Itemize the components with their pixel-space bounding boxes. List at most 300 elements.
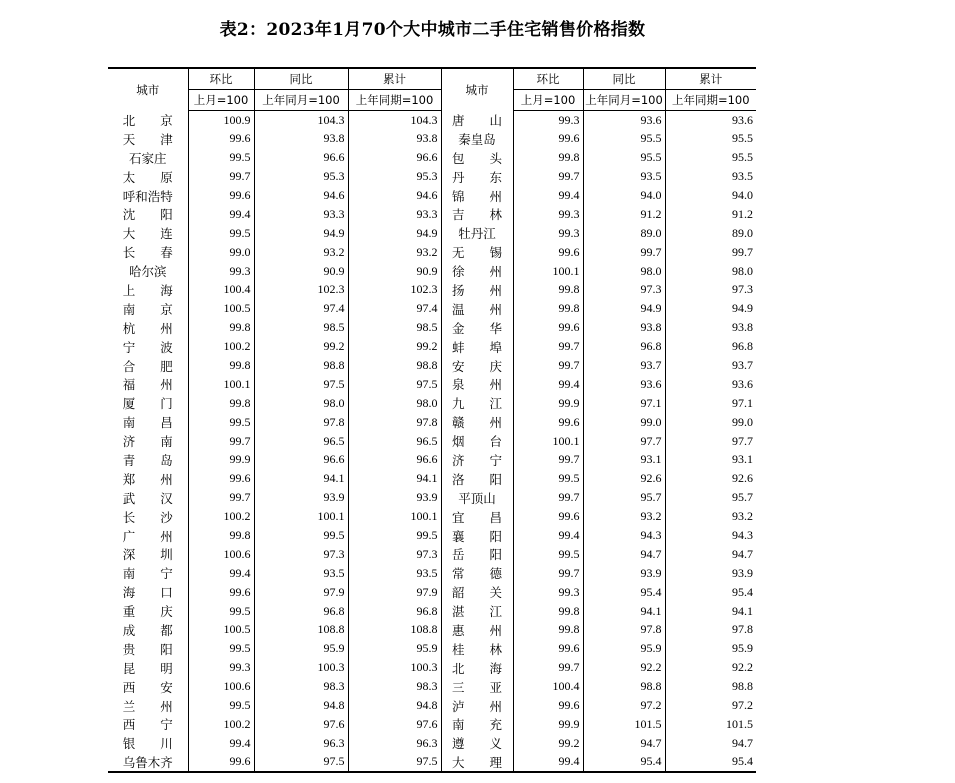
cum-value-right: 92.2 bbox=[732, 660, 753, 675]
city-name-left: 杭 州 bbox=[108, 318, 188, 337]
city-name-right: 金 华 bbox=[441, 318, 513, 337]
cum-value-left: 99.5 bbox=[348, 526, 441, 545]
table-row bbox=[108, 394, 756, 413]
city-name-left: 太 原 bbox=[108, 167, 188, 186]
city-name-left: 福 州 bbox=[108, 375, 188, 394]
city-name-right: 北 海 bbox=[441, 658, 513, 677]
mom-value-left: 99.7 bbox=[188, 167, 254, 186]
table-row bbox=[108, 432, 756, 451]
cum-value-right: 93.9 bbox=[732, 565, 753, 580]
cum-value-left: 93.2 bbox=[348, 243, 441, 262]
header-cum-right: 累计 bbox=[665, 68, 756, 90]
yoy-value-right: 99.7 bbox=[583, 243, 665, 262]
city-name-right: 岳 阳 bbox=[441, 545, 513, 564]
cum-value-left: 94.6 bbox=[348, 186, 441, 205]
table-row bbox=[108, 413, 756, 432]
table-body bbox=[108, 111, 756, 772]
city-name-right: 吉 林 bbox=[441, 205, 513, 224]
yoy-value-right: 92.2 bbox=[583, 658, 665, 677]
mom-value-right: 99.7 bbox=[513, 167, 583, 186]
cum-value-left: 93.5 bbox=[348, 564, 441, 583]
mom-value-right: 99.6 bbox=[513, 639, 583, 658]
table-row bbox=[108, 129, 756, 148]
mom-value-right: 99.7 bbox=[513, 658, 583, 677]
header-city-right: 城市 bbox=[441, 68, 513, 111]
city-name-right: 洛 阳 bbox=[441, 469, 513, 488]
table-row bbox=[108, 375, 756, 394]
mom-value-left: 99.6 bbox=[188, 129, 254, 148]
cum-value-left: 96.3 bbox=[348, 734, 441, 753]
city-name-right: 济 宁 bbox=[441, 451, 513, 470]
cum-value-left: 94.1 bbox=[348, 469, 441, 488]
mom-value-left: 100.2 bbox=[188, 507, 254, 526]
cum-value-right: 93.8 bbox=[732, 320, 753, 335]
mom-value-left: 100.6 bbox=[188, 677, 254, 696]
cum-value-left: 93.9 bbox=[348, 488, 441, 507]
mom-value-left: 99.8 bbox=[188, 526, 254, 545]
city-name-left: 长 春 bbox=[108, 243, 188, 262]
cum-value-right: 97.8 bbox=[732, 622, 753, 637]
yoy-value-right: 93.9 bbox=[583, 564, 665, 583]
table-row bbox=[108, 243, 756, 262]
cum-value-right: 93.2 bbox=[732, 509, 753, 524]
yoy-value-right: 97.2 bbox=[583, 696, 665, 715]
mom-value-left: 99.5 bbox=[188, 602, 254, 621]
mom-value-left: 99.5 bbox=[188, 148, 254, 167]
yoy-value-right: 94.9 bbox=[583, 299, 665, 318]
header-yoy-left: 同比 bbox=[254, 68, 348, 90]
cum-value-left: 97.5 bbox=[348, 753, 441, 772]
yoy-value-right: 93.7 bbox=[583, 356, 665, 375]
mom-value-right: 99.6 bbox=[513, 507, 583, 526]
city-name-right: 平顶山 bbox=[441, 488, 513, 507]
cum-value-right: 94.7 bbox=[732, 735, 753, 750]
table-row bbox=[108, 583, 756, 602]
yoy-value-left: 94.1 bbox=[254, 469, 348, 488]
table-row bbox=[108, 696, 756, 715]
cum-value-right: 91.2 bbox=[732, 206, 753, 221]
cum-value-right: 97.1 bbox=[732, 395, 753, 410]
cum-value-right: 89.0 bbox=[732, 225, 753, 240]
header-yoy-base-left: 上年同月=100 bbox=[254, 90, 348, 111]
cum-value-left: 108.8 bbox=[348, 621, 441, 640]
yoy-value-right: 91.2 bbox=[583, 205, 665, 224]
city-name-left: 大 连 bbox=[108, 224, 188, 243]
mom-value-left: 99.7 bbox=[188, 488, 254, 507]
yoy-value-right: 95.4 bbox=[583, 583, 665, 602]
yoy-value-right: 95.9 bbox=[583, 639, 665, 658]
yoy-value-right: 94.0 bbox=[583, 186, 665, 205]
city-name-right: 惠 州 bbox=[441, 621, 513, 640]
mom-value-left: 99.5 bbox=[188, 413, 254, 432]
yoy-value-left: 96.6 bbox=[254, 451, 348, 470]
mom-value-left: 99.4 bbox=[188, 205, 254, 224]
city-name-left: 海 口 bbox=[108, 583, 188, 602]
mom-value-left: 100.2 bbox=[188, 337, 254, 356]
yoy-value-left: 95.3 bbox=[254, 167, 348, 186]
city-name-right: 锦 州 bbox=[441, 186, 513, 205]
yoy-value-left: 99.5 bbox=[254, 526, 348, 545]
cum-value-right: 93.6 bbox=[732, 376, 753, 391]
city-name-right: 丹 东 bbox=[441, 167, 513, 186]
city-name-left: 郑 州 bbox=[108, 469, 188, 488]
header-mom-base-left: 上月=100 bbox=[188, 90, 254, 111]
yoy-value-left: 97.9 bbox=[254, 583, 348, 602]
cum-value-left: 97.5 bbox=[348, 375, 441, 394]
mom-value-left: 100.2 bbox=[188, 715, 254, 734]
table-row bbox=[108, 356, 756, 375]
mom-value-left: 99.4 bbox=[188, 734, 254, 753]
mom-value-left: 100.5 bbox=[188, 621, 254, 640]
cum-value-right: 98.8 bbox=[732, 679, 753, 694]
mom-value-right: 99.3 bbox=[513, 205, 583, 224]
mom-value-left: 99.8 bbox=[188, 318, 254, 337]
table-row bbox=[108, 715, 756, 734]
cum-value-right: 94.1 bbox=[732, 603, 753, 618]
yoy-value-right: 101.5 bbox=[583, 715, 665, 734]
mom-value-right: 99.8 bbox=[513, 148, 583, 167]
city-name-left: 厦 门 bbox=[108, 394, 188, 413]
city-name-right: 牡丹江 bbox=[441, 224, 513, 243]
city-name-right: 泉 州 bbox=[441, 375, 513, 394]
cum-value-right: 94.9 bbox=[732, 301, 753, 316]
yoy-value-left: 96.8 bbox=[254, 602, 348, 621]
city-name-left: 广 州 bbox=[108, 526, 188, 545]
city-name-left: 天 津 bbox=[108, 129, 188, 148]
city-name-left: 北 京 bbox=[108, 111, 188, 130]
mom-value-right: 99.6 bbox=[513, 243, 583, 262]
cum-value-left: 96.5 bbox=[348, 432, 441, 451]
yoy-value-left: 97.3 bbox=[254, 545, 348, 564]
yoy-value-right: 97.1 bbox=[583, 394, 665, 413]
yoy-value-left: 100.1 bbox=[254, 507, 348, 526]
city-name-left: 长 沙 bbox=[108, 507, 188, 526]
yoy-value-left: 94.8 bbox=[254, 696, 348, 715]
mom-value-right: 99.5 bbox=[513, 469, 583, 488]
table-row bbox=[108, 564, 756, 583]
yoy-value-right: 95.4 bbox=[583, 753, 665, 772]
cum-value-left: 98.5 bbox=[348, 318, 441, 337]
city-name-right: 包 头 bbox=[441, 148, 513, 167]
city-name-left: 上 海 bbox=[108, 281, 188, 300]
table-row bbox=[108, 299, 756, 318]
cum-value-left: 98.0 bbox=[348, 394, 441, 413]
city-name-left: 深 圳 bbox=[108, 545, 188, 564]
table-row bbox=[108, 602, 756, 621]
mom-value-right: 99.7 bbox=[513, 564, 583, 583]
yoy-value-right: 99.0 bbox=[583, 413, 665, 432]
yoy-value-right: 93.2 bbox=[583, 507, 665, 526]
city-name-left: 贵 阳 bbox=[108, 639, 188, 658]
yoy-value-right: 93.1 bbox=[583, 451, 665, 470]
city-name-right: 襄 阳 bbox=[441, 526, 513, 545]
city-name-right: 蚌 埠 bbox=[441, 337, 513, 356]
cum-value-right: 94.7 bbox=[732, 546, 753, 561]
cum-value-right: 95.5 bbox=[732, 150, 753, 165]
city-name-left: 南 京 bbox=[108, 299, 188, 318]
mom-value-right: 99.3 bbox=[513, 583, 583, 602]
city-name-right: 大 理 bbox=[441, 753, 513, 772]
mom-value-right: 99.6 bbox=[513, 413, 583, 432]
mom-value-right: 99.7 bbox=[513, 451, 583, 470]
city-name-right: 湛 江 bbox=[441, 602, 513, 621]
cum-value-right: 94.3 bbox=[732, 528, 753, 543]
mom-value-right: 100.4 bbox=[513, 677, 583, 696]
cum-value-right: 97.2 bbox=[732, 698, 753, 713]
city-name-left: 兰 州 bbox=[108, 696, 188, 715]
cum-value-left: 93.3 bbox=[348, 205, 441, 224]
cum-value-left: 104.3 bbox=[348, 111, 441, 130]
table-row bbox=[108, 111, 756, 130]
city-name-left: 乌鲁木齐 bbox=[108, 753, 188, 772]
city-name-right: 安 庆 bbox=[441, 356, 513, 375]
yoy-value-left: 96.6 bbox=[254, 148, 348, 167]
yoy-value-left: 93.2 bbox=[254, 243, 348, 262]
header-yoy-right: 同比 bbox=[583, 68, 665, 90]
mom-value-right: 99.3 bbox=[513, 111, 583, 130]
mom-value-left: 100.6 bbox=[188, 545, 254, 564]
city-name-left: 青 岛 bbox=[108, 451, 188, 470]
table-row bbox=[108, 677, 756, 696]
cum-value-right: 95.4 bbox=[732, 754, 753, 769]
cum-value-left: 96.6 bbox=[348, 451, 441, 470]
city-name-right: 南 充 bbox=[441, 715, 513, 734]
cum-value-left: 100.3 bbox=[348, 658, 441, 677]
mom-value-left: 99.9 bbox=[188, 451, 254, 470]
cum-value-right: 92.6 bbox=[732, 471, 753, 486]
cum-value-left: 98.8 bbox=[348, 356, 441, 375]
cum-value-right: 93.5 bbox=[732, 169, 753, 184]
price-index-table bbox=[108, 67, 756, 773]
city-name-left: 沈 阳 bbox=[108, 205, 188, 224]
yoy-value-right: 93.6 bbox=[583, 375, 665, 394]
mom-value-left: 100.5 bbox=[188, 299, 254, 318]
city-name-left: 哈尔滨 bbox=[108, 262, 188, 281]
yoy-value-left: 97.4 bbox=[254, 299, 348, 318]
header-cum-base-right: 上年同期=100 bbox=[665, 90, 756, 111]
city-name-left: 西 安 bbox=[108, 677, 188, 696]
city-name-left: 石家庄 bbox=[108, 148, 188, 167]
mom-value-left: 99.3 bbox=[188, 262, 254, 281]
mom-value-right: 99.6 bbox=[513, 129, 583, 148]
yoy-value-left: 94.6 bbox=[254, 186, 348, 205]
yoy-value-right: 94.1 bbox=[583, 602, 665, 621]
city-name-right: 遵 义 bbox=[441, 734, 513, 753]
mom-value-left: 99.8 bbox=[188, 394, 254, 413]
yoy-value-right: 96.8 bbox=[583, 337, 665, 356]
yoy-value-right: 94.7 bbox=[583, 734, 665, 753]
mom-value-right: 99.4 bbox=[513, 186, 583, 205]
yoy-value-right: 97.7 bbox=[583, 432, 665, 451]
city-name-left: 呼和浩特 bbox=[108, 186, 188, 205]
cum-value-right: 95.5 bbox=[732, 131, 753, 146]
cum-value-left: 97.3 bbox=[348, 545, 441, 564]
mom-value-right: 99.9 bbox=[513, 715, 583, 734]
cum-value-right: 98.0 bbox=[732, 263, 753, 278]
mom-value-right: 99.8 bbox=[513, 602, 583, 621]
yoy-value-left: 108.8 bbox=[254, 621, 348, 640]
yoy-value-left: 97.8 bbox=[254, 413, 348, 432]
yoy-value-left: 97.6 bbox=[254, 715, 348, 734]
city-name-left: 武 汉 bbox=[108, 488, 188, 507]
mom-value-right: 99.7 bbox=[513, 337, 583, 356]
header-yoy-base-right: 上年同月=100 bbox=[583, 90, 665, 111]
yoy-value-right: 93.6 bbox=[583, 111, 665, 130]
header-cum-left: 累计 bbox=[348, 68, 441, 90]
city-name-right: 三 亚 bbox=[441, 677, 513, 696]
cum-value-right: 96.8 bbox=[732, 339, 753, 354]
table-row bbox=[108, 545, 756, 564]
table-row bbox=[108, 167, 756, 186]
city-name-left: 昆 明 bbox=[108, 658, 188, 677]
city-name-right: 烟 台 bbox=[441, 432, 513, 451]
table-row bbox=[108, 734, 756, 753]
yoy-value-right: 95.5 bbox=[583, 148, 665, 167]
cum-value-left: 97.6 bbox=[348, 715, 441, 734]
table-row bbox=[108, 753, 756, 772]
mom-value-right: 99.9 bbox=[513, 394, 583, 413]
yoy-value-left: 100.3 bbox=[254, 658, 348, 677]
mom-value-right: 99.7 bbox=[513, 488, 583, 507]
city-name-right: 桂 林 bbox=[441, 639, 513, 658]
mom-value-right: 99.8 bbox=[513, 281, 583, 300]
table-row bbox=[108, 526, 756, 545]
cum-value-right: 93.1 bbox=[732, 452, 753, 467]
cum-value-left: 96.8 bbox=[348, 602, 441, 621]
cum-value-left: 95.9 bbox=[348, 639, 441, 658]
page-title: 表2：2023年1月70个大中城市二手住宅销售价格指数 bbox=[219, 20, 646, 40]
city-name-right: 秦皇岛 bbox=[441, 129, 513, 148]
city-name-right: 九 江 bbox=[441, 394, 513, 413]
cum-value-right: 97.7 bbox=[732, 433, 753, 448]
cum-value-right: 94.0 bbox=[732, 188, 753, 202]
yoy-value-left: 96.3 bbox=[254, 734, 348, 753]
yoy-value-left: 97.5 bbox=[254, 375, 348, 394]
mom-value-left: 99.6 bbox=[188, 583, 254, 602]
mom-value-left: 99.6 bbox=[188, 186, 254, 205]
mom-value-right: 99.6 bbox=[513, 318, 583, 337]
city-name-right: 泸 州 bbox=[441, 696, 513, 715]
cum-value-right: 95.4 bbox=[732, 584, 753, 599]
yoy-value-left: 98.8 bbox=[254, 356, 348, 375]
mom-value-right: 99.2 bbox=[513, 734, 583, 753]
city-name-right: 温 州 bbox=[441, 299, 513, 318]
table-row bbox=[108, 281, 756, 300]
city-name-right: 扬 州 bbox=[441, 281, 513, 300]
mom-value-left: 99.6 bbox=[188, 753, 254, 772]
header-mom-right: 环比 bbox=[513, 68, 583, 90]
city-name-right: 唐 山 bbox=[441, 111, 513, 130]
cum-value-right: 93.7 bbox=[732, 358, 753, 373]
yoy-value-left: 93.5 bbox=[254, 564, 348, 583]
yoy-value-right: 97.3 bbox=[583, 281, 665, 300]
mom-value-right: 100.1 bbox=[513, 432, 583, 451]
yoy-value-right: 97.8 bbox=[583, 621, 665, 640]
mom-value-right: 100.1 bbox=[513, 262, 583, 281]
mom-value-left: 99.6 bbox=[188, 469, 254, 488]
yoy-value-left: 94.9 bbox=[254, 224, 348, 243]
cum-value-left: 94.8 bbox=[348, 696, 441, 715]
cum-value-left: 97.4 bbox=[348, 299, 441, 318]
table-row bbox=[108, 488, 756, 507]
mom-value-right: 99.3 bbox=[513, 224, 583, 243]
city-name-right: 宜 昌 bbox=[441, 507, 513, 526]
yoy-value-left: 98.0 bbox=[254, 394, 348, 413]
city-name-left: 南 昌 bbox=[108, 413, 188, 432]
yoy-value-left: 104.3 bbox=[254, 111, 348, 130]
header-city-left: 城市 bbox=[108, 68, 188, 111]
cum-value-right: 93.6 bbox=[732, 112, 753, 127]
mom-value-left: 99.4 bbox=[188, 564, 254, 583]
cum-value-right: 95.7 bbox=[732, 490, 753, 505]
yoy-value-right: 92.6 bbox=[583, 469, 665, 488]
city-name-right: 常 德 bbox=[441, 564, 513, 583]
mom-value-left: 99.5 bbox=[188, 639, 254, 658]
mom-value-left: 99.7 bbox=[188, 432, 254, 451]
cum-value-left: 100.1 bbox=[348, 507, 441, 526]
table-row bbox=[108, 318, 756, 337]
table-row bbox=[108, 658, 756, 677]
table-row bbox=[108, 451, 756, 470]
city-name-left: 合 肥 bbox=[108, 356, 188, 375]
cum-value-right: 95.9 bbox=[732, 641, 753, 656]
mom-value-left: 100.1 bbox=[188, 375, 254, 394]
table-row bbox=[108, 639, 756, 658]
header-mom-left: 环比 bbox=[188, 68, 254, 90]
cum-value-left: 99.2 bbox=[348, 337, 441, 356]
city-name-left: 银 川 bbox=[108, 734, 188, 753]
yoy-value-right: 95.5 bbox=[583, 129, 665, 148]
yoy-value-left: 98.5 bbox=[254, 318, 348, 337]
yoy-value-left: 97.5 bbox=[254, 753, 348, 772]
table-row bbox=[108, 205, 756, 224]
yoy-value-right: 94.7 bbox=[583, 545, 665, 564]
yoy-value-right: 98.0 bbox=[583, 262, 665, 281]
table-row bbox=[108, 262, 756, 281]
table-row bbox=[108, 621, 756, 640]
mom-value-right: 99.8 bbox=[513, 299, 583, 318]
yoy-value-right: 93.5 bbox=[583, 167, 665, 186]
yoy-value-left: 93.9 bbox=[254, 488, 348, 507]
yoy-value-left: 102.3 bbox=[254, 281, 348, 300]
cum-value-right: 99.0 bbox=[732, 414, 753, 429]
yoy-value-left: 93.3 bbox=[254, 205, 348, 224]
table-row bbox=[108, 469, 756, 488]
mom-value-right: 99.5 bbox=[513, 545, 583, 564]
cum-value-left: 94.9 bbox=[348, 224, 441, 243]
yoy-value-right: 89.0 bbox=[583, 224, 665, 243]
cum-value-left: 96.6 bbox=[348, 148, 441, 167]
cum-value-left: 90.9 bbox=[348, 262, 441, 281]
city-name-left: 成 都 bbox=[108, 621, 188, 640]
table-row bbox=[108, 186, 756, 205]
header-mom-base-right: 上月=100 bbox=[513, 90, 583, 111]
yoy-value-right: 94.3 bbox=[583, 526, 665, 545]
yoy-value-left: 90.9 bbox=[254, 262, 348, 281]
mom-value-left: 99.5 bbox=[188, 696, 254, 715]
yoy-value-left: 99.2 bbox=[254, 337, 348, 356]
yoy-value-right: 98.8 bbox=[583, 677, 665, 696]
mom-value-right: 99.7 bbox=[513, 356, 583, 375]
table-row bbox=[108, 148, 756, 167]
cum-value-left: 95.3 bbox=[348, 167, 441, 186]
table-row bbox=[108, 507, 756, 526]
city-name-right: 韶 关 bbox=[441, 583, 513, 602]
cum-value-left: 93.8 bbox=[348, 129, 441, 148]
yoy-value-right: 93.8 bbox=[583, 318, 665, 337]
city-name-left: 济 南 bbox=[108, 432, 188, 451]
mom-value-right: 99.4 bbox=[513, 375, 583, 394]
